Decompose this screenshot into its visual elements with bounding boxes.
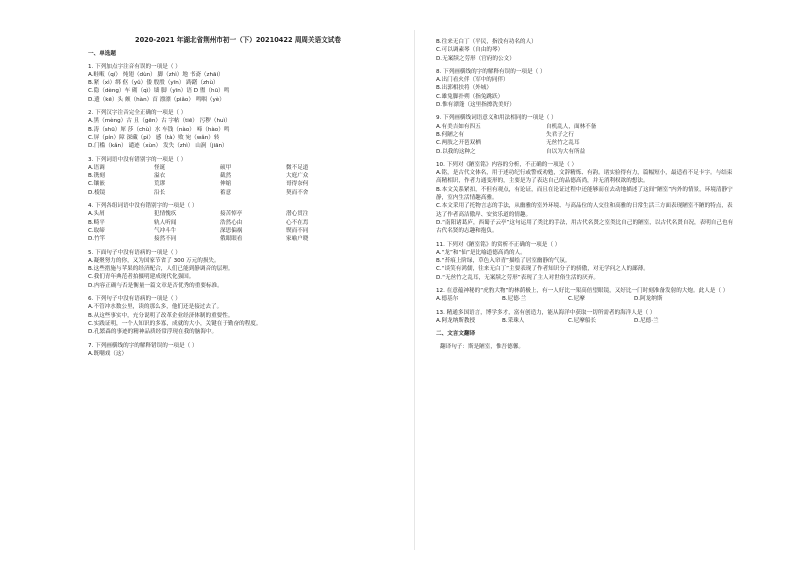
option-cell: 溢衣 xyxy=(154,173,166,180)
answer-option-row xyxy=(436,295,736,303)
option-cell: B.何陋之有 xyxy=(436,131,464,138)
answer-option: A.畦畈（qí） 炖翅（dùn） 脚（zhì）地 书斋（zhāi） xyxy=(88,71,224,78)
option-cell: 气冲斗牛 xyxy=(154,227,177,234)
question xyxy=(436,287,736,304)
question xyxy=(436,161,736,236)
option-cell: 俄眼眼看 xyxy=(220,236,243,243)
answer-option-row xyxy=(88,219,388,227)
right-column xyxy=(436,38,736,351)
section-heading: 一、单选题 xyxy=(88,51,116,58)
option-cell: 哥得奈何 xyxy=(286,181,309,188)
answer-option-row xyxy=(436,317,736,325)
question xyxy=(88,342,388,359)
option-cell: C.尼摩船长 xyxy=(568,317,597,324)
option-cell: 无丝竹之乱耳 xyxy=(546,140,580,147)
answer-option: C.本文采用了托物言志的手法，从幽雅的室外环境、与高品位的人交往和高雅的日常生活三方面表现陋室不陋的特点，表达了作者高洁傲岸、安贫乐道的情趣。 xyxy=(436,203,733,218)
option-cell: 自以为大有所益 xyxy=(546,148,586,155)
option-cell: B.采珠人 xyxy=(502,317,525,324)
question-stem: 1. 下列加点字注音有误的一项是（ ） xyxy=(88,63,181,70)
question-stem: 6. 下列句子中没有语病的一项是（ ） xyxy=(88,296,181,303)
answer-option-row xyxy=(88,164,388,172)
right-questions xyxy=(436,38,736,325)
option-cell: 潜心贯注 xyxy=(286,211,309,218)
question xyxy=(88,202,388,243)
question-stem: 10. 下列对《陋室铭》内容的分析，不正确的一项是（ ） xyxy=(436,161,578,168)
answer-option: D.门槛（kǎn） 谴迹（xùn） 发失（zhì） 山涧（jiān） xyxy=(88,143,228,150)
answer-option: A.凝聚努力的你，又为国家节省了 300 万元的损失。 xyxy=(88,257,220,264)
question xyxy=(436,309,736,326)
section-heading: 二、文言文翻译 xyxy=(436,331,476,338)
option-cell: B.畸平 xyxy=(88,219,105,226)
answer-option-row xyxy=(436,131,736,139)
column-divider xyxy=(414,30,415,550)
option-cell: 沿长 xyxy=(154,189,166,196)
option-cell: 接然不同 xyxy=(154,236,177,243)
answer-option: C.雄兔脚扑朔（指兔跳跃） xyxy=(436,93,504,100)
option-cell: D.棱镜 xyxy=(88,189,106,196)
question xyxy=(436,68,736,109)
option-cell: 伸缩 xyxy=(220,181,232,188)
question-stem: 9. 下列画横线词语意义和用法相同的一项是（ ） xyxy=(436,115,557,122)
option-cell: A.阿龙纳斯教授 xyxy=(436,317,476,324)
option-cell: 心不在焉 xyxy=(286,219,309,226)
option-cell: 微不足道 xyxy=(286,164,309,171)
answer-option: B.本文关系紧扣，不但有观点，有论证，而且在论证过程中还能够而在去动地描述了这间“陋室”内外的情景，环境清静宁静，室内生活情趣高雅。 xyxy=(436,186,733,202)
option-cell: D.以我的这种之 xyxy=(436,148,476,155)
answer-option: B.出郭相扶将（外城） xyxy=(436,85,492,92)
question-stem: 12. 在意蕴神秘的“虎豹大物”的林荫极上，有一人好比一架高倍望眼镜，又好比一门时刻准备发射的大炮。此人是（ ） xyxy=(436,288,729,295)
answer-option: D.惟有漂蓬（这里指擦洗美好） xyxy=(436,102,515,109)
question xyxy=(88,249,388,290)
answer-option: D.无案牍之劳形（官府的公文） xyxy=(436,55,515,62)
translation-prompt: 翻译句子：斯是陋室，惟吾德馨。 xyxy=(440,343,524,350)
answer-option: B.紧（xì）绑 伛（yǔ）偻 殷殷（yīn） 踌躇（zhù） xyxy=(88,80,219,87)
option-cell: D.尼德·兰 xyxy=(634,317,659,324)
question-stem: 11. 下列对《陋室铭》的赏析不正确的一项是（ ） xyxy=(436,241,561,248)
answer-option: B.涛（shū）犀 莎（chù）水 车钱（nào） 啼（hào）鸣 xyxy=(88,126,230,133)
option-cell: C.尼摩 xyxy=(568,296,585,303)
left-questions xyxy=(88,63,388,359)
answer-option-row xyxy=(88,210,388,218)
answer-option-row xyxy=(88,172,388,180)
option-cell: 家喻户晓 xyxy=(286,236,309,243)
answer-option: C.实践证明，一个人知识的多寡，成就的大小，关键在于勤奋的程度。 xyxy=(88,320,262,327)
question xyxy=(88,109,388,150)
answer-option-row xyxy=(88,180,388,188)
answer-option: C.“谈笑有鸿儒，往来无白丁”主要表现了作者知识分子的骄傲，对无学问之人的鄙薄。 xyxy=(436,266,649,273)
question xyxy=(436,114,736,155)
option-cell: C.取缔 xyxy=(88,227,105,234)
option-cell: 硕甲 xyxy=(220,164,232,171)
answer-option-row xyxy=(88,227,388,235)
option-cell: 浩然心由 xyxy=(220,219,243,226)
question-stem: 2. 下列汉字注音完全正确的一项是（ ） xyxy=(88,110,187,117)
question-stem: 13. 精通多国语言，博学多才，富有创造力，能从海洋中获取一切所需者的海洋人是（ ） xyxy=(436,309,656,316)
answer-option: A.铭，是古代文体名，用于述功纪行或警戒劝勉，文辞精炼、有韵。诸实验得有力，篇幅短小，最适看不足卡字。与结束高精相识，作者力通变形的，主要是为了表达自己的品德高尚，并无消利权欲的想法。 xyxy=(436,170,733,185)
answer-option: B.这些措施与苹果的经济配合，人们已能到静调音的层理。 xyxy=(88,266,234,273)
answer-option: D.内容正确与否是衡量一篇文章是否优秀的重要标准。 xyxy=(88,282,223,289)
option-cell: 深思偏祸 xyxy=(220,227,243,234)
option-cell: 接苦悼亭 xyxy=(220,211,243,218)
answer-option: C.隐（dèng）车 砌（qì）墙 脚（yīn）语 D 盥（hū）鸣 xyxy=(88,88,230,95)
question-stem: 4. 下列各组词语中没有错别字的一项是（ ） xyxy=(88,203,198,210)
answer-option: D.遗（kē）头 颇（hàn）首 漂漂（piǎo） 鸣咽（yè） xyxy=(88,96,225,103)
option-cell: A.德基尔 xyxy=(436,296,459,303)
left-column xyxy=(88,36,388,363)
option-cell: B.镌刻 xyxy=(88,173,105,180)
question-stem: 5. 下面句子中没有语病的一项是（ ） xyxy=(88,249,181,256)
option-cell: 契而不舍 xyxy=(286,189,309,196)
option-cell: 怪诞 xyxy=(154,164,166,171)
answer-option-row xyxy=(436,139,736,147)
answer-option: A.出门看火伴（军中的同伴） xyxy=(436,77,509,84)
option-cell: 大庭广众 xyxy=(286,173,309,180)
exam-title: 2020-2021 年湖北省荆州市初一（下）20210422 周周关语文试卷 xyxy=(134,36,341,44)
question-stem: 7. 下列画横线的字的解释错误的一项是（ ） xyxy=(88,342,198,349)
answer-option: D.“无丝竹之乱耳，无案牍之劳形”表现了主人对世俗生活的厌弃。 xyxy=(436,274,599,281)
answer-option: B.往来无白丁（平民，指没有功名的人） xyxy=(436,39,537,45)
answer-option-row xyxy=(436,148,736,156)
question xyxy=(436,241,736,282)
option-cell: C.镶嵌 xyxy=(88,181,105,188)
option-cell: 失君子之行 xyxy=(546,131,574,138)
answer-option-row xyxy=(436,123,736,131)
option-cell: 轨人听闻 xyxy=(154,219,177,226)
option-cell: 锲而不同 xyxy=(286,227,309,234)
answer-option: C.可以调素琴（自由的琴） xyxy=(436,47,504,54)
option-cell: D.竹竿 xyxy=(88,236,106,243)
option-cell: 蓄意 xyxy=(220,189,232,196)
option-cell: 自机乱人，面林不备 xyxy=(546,123,597,130)
question-stem: 8. 下列画横线的字的解释有误的一项是（ ） xyxy=(436,68,546,75)
answer-option: D.孔繁森的事迹的精神品质经常浮现在我的脑海中。 xyxy=(88,329,218,336)
answer-option: B.“苔痕上阶绿，草色入帘青”描绘了居室幽静的气氛。 xyxy=(436,258,571,265)
question xyxy=(88,63,388,104)
answer-option-row xyxy=(88,235,388,243)
answer-option: D.“南阳诸葛庐，西蜀子云亭”这句运用了类比的手法，用古代名贤之室类比自己的陋室，以古代名贤自况，表明自己也有古代名贤的志趣和抱负。 xyxy=(436,219,734,235)
option-cell: A.有美吉如有四五 xyxy=(436,123,481,130)
question xyxy=(88,295,388,336)
option-cell: B.尼德·兰 xyxy=(502,296,527,303)
option-cell: A.头屑 xyxy=(88,211,105,218)
answer-option: B.从这些事实中，充分说明了改革企业经济体制的重要性。 xyxy=(88,312,234,319)
question-stem: 3. 下列词语中没有错别字的一项是（ ） xyxy=(88,156,187,163)
option-cell: D.阿龙纳斯 xyxy=(634,296,663,303)
answer-option: A.“龙”和“仙”是比喻道德高尚的人。 xyxy=(436,249,526,256)
answer-option: A.黑（mèng）古 且（gēn）古 字帖（tiē） 污秽（huì） xyxy=(88,118,231,125)
answer-option: C.屏（pín）障 深藏（pì） 感（tà）败 宛（wǎn）转 xyxy=(88,134,220,141)
option-cell: A.语调 xyxy=(88,164,105,171)
question xyxy=(436,38,736,63)
answer-option-row xyxy=(88,189,388,197)
option-cell: 犯情愧疚 xyxy=(154,211,177,218)
answer-option: A.既嘲戏（这） xyxy=(88,350,128,357)
answer-option: A.不管冲水数公里，读的那么多，他们还是接过去了。 xyxy=(88,304,223,311)
option-cell: 荒谬 xyxy=(154,181,166,188)
answer-option: C.我们青年典范者拍摄明建成现代化强国。 xyxy=(88,274,195,281)
question xyxy=(88,156,388,197)
option-cell: C.两肢之开琶双栖 xyxy=(436,140,481,147)
option-cell: 截然 xyxy=(220,173,232,180)
